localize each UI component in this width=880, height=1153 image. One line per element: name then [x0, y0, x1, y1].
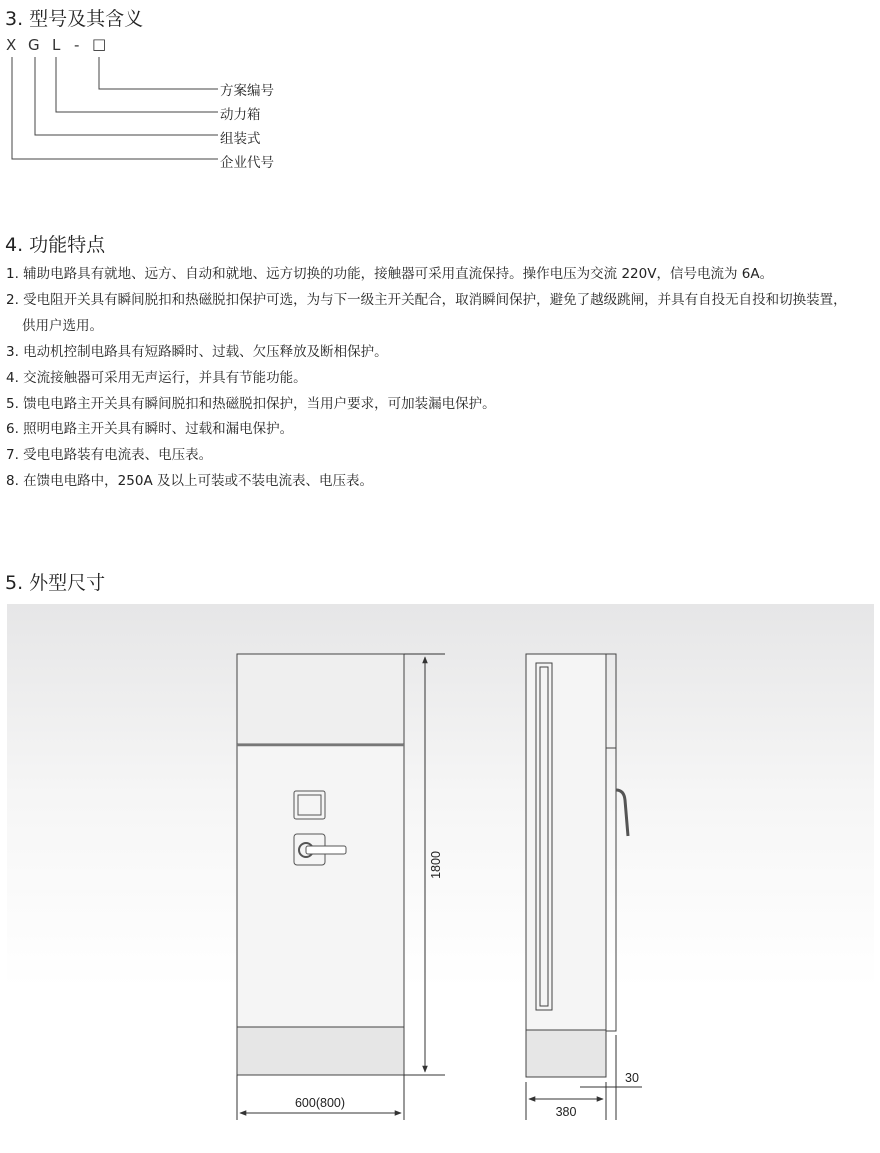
dim-depth-label: 380 [555, 1105, 577, 1119]
dim-door-label: 30 [625, 1071, 639, 1085]
label-assembled-type: 组装式 [220, 131, 261, 147]
side-cabinet-body [526, 654, 606, 1077]
dim-width-label: 600(800) [294, 1096, 346, 1110]
feature-item-4: 4. 交流接触器可采用无声运行，并具有节能功能。 [6, 370, 307, 386]
side-base-panel [526, 1030, 606, 1077]
code-char-dash: - [74, 36, 80, 54]
front-top-panel [237, 654, 404, 744]
code-char-l: L [52, 36, 61, 54]
label-company-code: 企业代号 [220, 155, 274, 171]
side-door-profile [606, 654, 616, 1031]
rotary-switch-handle [306, 846, 346, 854]
label-power-box: 动力箱 [220, 107, 261, 123]
feature-item-2-cont: 供用户选用。 [22, 318, 103, 334]
section4-heading: 4. 功能特点 [5, 234, 106, 256]
feature-item-6: 6. 照明电路主开关具有瞬时、过载和漏电保护。 [6, 421, 294, 437]
code-char-box: □ [92, 35, 107, 53]
feature-item-7: 7. 受电电路装有电流表、电压表。 [6, 447, 213, 463]
side-handle [616, 790, 628, 836]
feature-item-1: 1. 辅助电路具有就地、远方、自动和就地、远方切换的功能，接触器可采用直流保持。操作电压为交流 220V，信号电流为 6A。 [6, 266, 774, 282]
feature-item-5: 5. 馈电电路主开关具有瞬间脱扣和热磁脱扣保护，当用户要求，可加装漏电保护。 [6, 396, 496, 412]
code-char-x: X [6, 36, 17, 54]
section5-heading: 5. 外型尺寸 [5, 572, 106, 594]
feature-item-3: 3. 电动机控制电路具有短路瞬时、过载、欠压释放及断相保护。 [6, 344, 388, 360]
dim-height-label: 1800 [429, 851, 443, 879]
feature-item-2: 2. 受电阻开关具有瞬间脱扣和热磁脱扣保护可选，为与下一级主开关配合，取消瞬间保护，避免了越级跳闸，并具有自投无自投和切换装置， [6, 292, 847, 308]
section3-heading: 3. 型号及其含义 [5, 8, 144, 30]
label-scheme-number: 方案编号 [220, 83, 274, 99]
side-view [526, 654, 628, 1077]
feature-item-8: 8. 在馈电电路中，250A 及以上可装或不装电流表、电压表。 [6, 473, 373, 489]
front-base-panel [237, 1027, 404, 1075]
front-view [237, 654, 404, 1075]
code-char-g: G [28, 36, 40, 54]
